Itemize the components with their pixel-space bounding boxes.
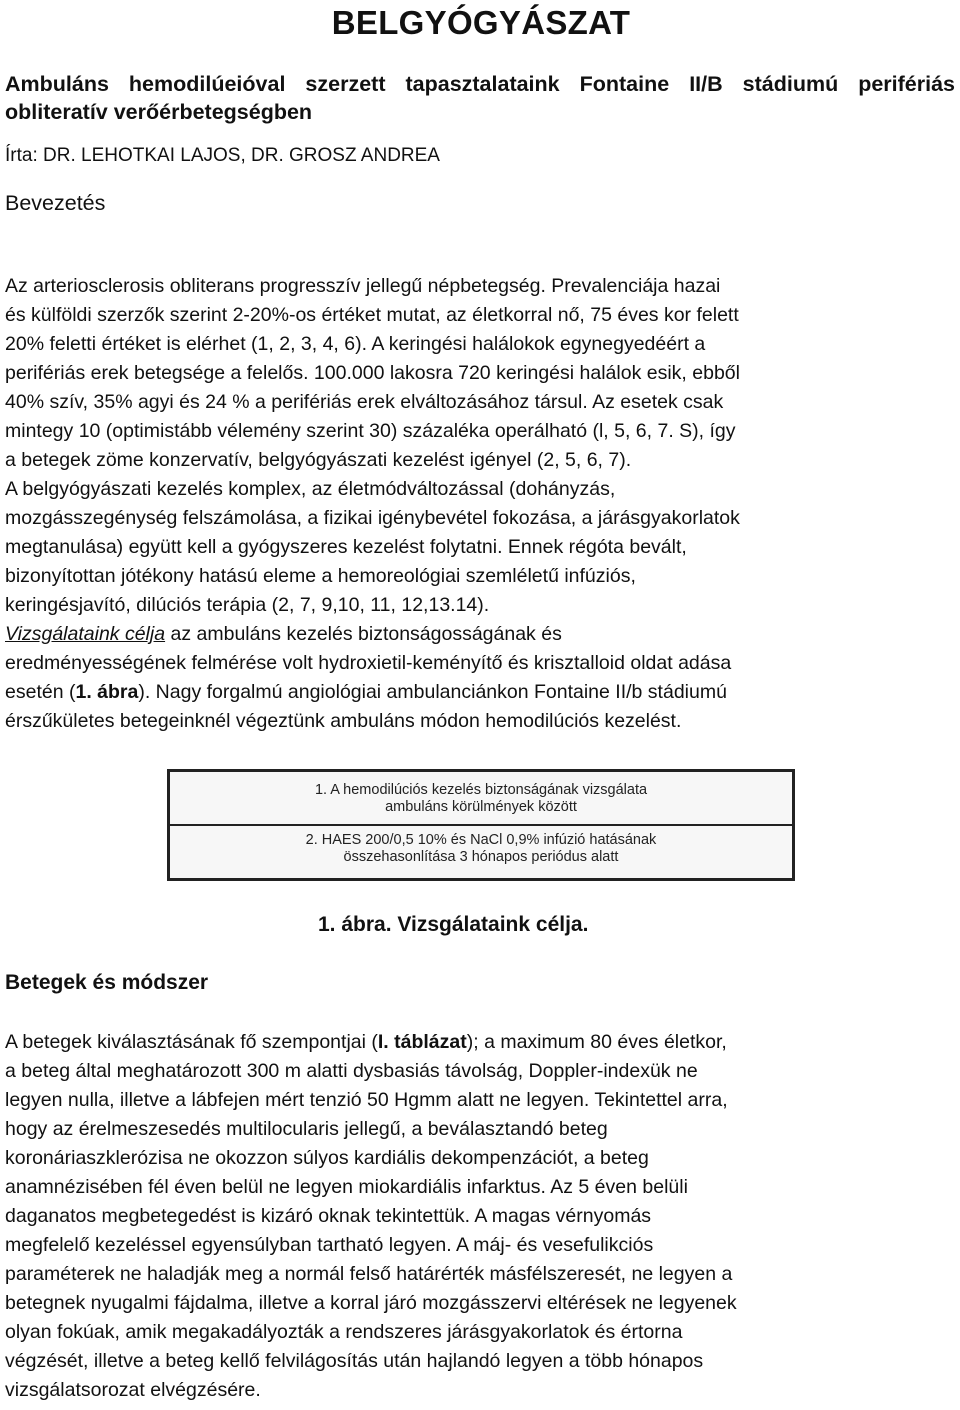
- text-line: vizsgálatsorozat elvégzésére.: [5, 1379, 261, 1401]
- text-line: olyan fokúak, amik megakadályozták a rendszeres járásgyakorlatok és értorna: [5, 1321, 683, 1343]
- text-span: ); a maximum 80 éves életkor,: [466, 1031, 727, 1053]
- figure-text: 1. A hemodilúciós kezelés biztonságának vizsgálata: [314, 782, 648, 798]
- figure-caption: 1. ábra. Vizsgálataink célja.: [318, 913, 589, 936]
- text-line: a betegek zöme konzervatív, belgyógyászati kezelést igényel (2, 5, 6, 7).: [5, 449, 632, 471]
- text-line: A belgyógyászati kezelés komplex, az életmódváltozással (dohányzás,: [5, 478, 616, 500]
- text-line: végzését, illetve a beteg kellő felvilágosítás után hajlandó legyen a több hónapos: [5, 1350, 704, 1372]
- text-span: az ambuláns kezelés biztonságosságának és: [165, 623, 562, 645]
- figure-box: [167, 769, 795, 881]
- text-line: [5, 1028, 955, 1057]
- text-line: hogy az érelmeszesedés multilocularis jellegű, a beválasztandó beteg: [5, 1118, 608, 1140]
- text-line: 20% feletti értéket is elérhet (1, 2, 3, 4, 6). A keringési halálokok egynegyedéért a: [5, 333, 706, 355]
- methods-paragraph: [5, 1028, 955, 1405]
- text-line: legyen nulla, illetve a lábfejen mért tenzió 50 Hgmm alatt ne legyen. Tekintettel arra,: [5, 1089, 728, 1111]
- text-line: anamnézisében fél éven belül ne legyen miokardiális infarktus. Az 5 éven belüli: [5, 1176, 688, 1198]
- article-title: Ambuláns hemodilúeióval szerzett tapasztalataink Fontaine II/B stádiumú perifériás obliteratív verőérbetegségben: [5, 72, 955, 124]
- text-line: [5, 678, 955, 707]
- text-line: perifériás erek betegsége a felelős. 100.000 lakosra 720 keringési halálok esik, ebből: [5, 362, 740, 384]
- text-line: betegnek nyugalmi fájdalma, illetve a korral járó mozgásszervi eltérések ne legyenek: [5, 1292, 737, 1314]
- figure-item-1: [170, 782, 792, 816]
- document-page: [5, 0, 957, 217]
- text-line: koronáriaszklerózisa ne okozzon súlyos kardiális dekompenzációt, a beteg: [5, 1147, 649, 1169]
- intro-paragraph-1: [5, 272, 955, 475]
- intro-paragraph-2: [5, 475, 955, 620]
- text-line: érszűkületes betegeinknél végeztünk ambuláns módon hemodilúciós kezelést.: [5, 710, 682, 732]
- figure-item-2: [170, 832, 792, 866]
- text-line: paraméterek ne haladják meg a normál felső határérték másfélszeresét, ne legyen a: [5, 1263, 733, 1285]
- text-span: A betegek kiválasztásának fő szempontjai (: [5, 1031, 378, 1053]
- text-line: bizonyítottan jótékony hatású eleme a hemoreológiai szemléletű infúziós,: [5, 565, 636, 587]
- text-line: [5, 620, 955, 649]
- text-line: megfelelő kezeléssel egyensúlyban tartható legyen. A máj- és vesefulikciós: [5, 1234, 654, 1256]
- authors-line: Írta: DR. LEHOTKAI LAJOS, DR. GROSZ ANDREA: [5, 145, 440, 166]
- text-line: és külföldi szerzők szerint 2-20%-os értéket mutat, az életkorral nő, 75 éves kor felett: [5, 304, 739, 326]
- aim-emphasis: Vizsgálataink célja: [5, 623, 166, 645]
- text-line: mozgásszegénység felszámolása, a fizikai igénybevétel fokozása, a járásgyakorlatok: [5, 507, 740, 529]
- figure-text: összehasonlítása 3 hónapos periódus alatt: [343, 849, 619, 865]
- intro-body: [5, 272, 955, 736]
- text-span: ). Nagy forgalmú angiológiai ambulanciánkon Fontaine II/b stádiumú: [138, 681, 727, 703]
- page-title: BELGYÓGYÁSZAT: [331, 4, 631, 41]
- intro-paragraph-3: [5, 620, 955, 736]
- figure-reference: 1. ábra: [75, 681, 139, 703]
- text-line: mintegy 10 (optimistább vélemény szerint 30) százaléka operálható (l, 5, 6, 7. S), így: [5, 420, 736, 442]
- figure-text: 2. HAES 200/0,5 10% és NaCl 0,9% infúzió hatásának: [305, 832, 657, 848]
- text-span: esetén (: [5, 681, 76, 703]
- text-line: 40% szív, 35% agyi és 24 % a perifériás erek elváltozásához társul. Az esetek csak: [5, 391, 724, 413]
- intro-heading: Bevezetés: [5, 191, 106, 215]
- methods-heading: Betegek és módszer: [5, 971, 209, 994]
- figure-divider: [170, 824, 792, 826]
- text-line: keringésjavító, dilúciós terápia (2, 7, 9,10, 11, 12,13.14).: [5, 594, 490, 616]
- text-line: Az arteriosclerosis obliterans progresszív jellegű népbetegség. Prevalenciája hazai: [5, 275, 721, 297]
- table-reference: I. táblázat: [377, 1031, 467, 1053]
- text-line: megtanulása) együtt kell a gyógyszeres kezelést folytatni. Ennek régóta bevált,: [5, 536, 687, 558]
- text-line: eredményességének felmérése volt hydroxietil-keményítő és krisztalloid oldat adása: [5, 652, 732, 674]
- figure-text: ambuláns körülmények között: [385, 799, 577, 815]
- text-line: daganatos megbetegedést is kizáró oknak tekintettük. A magas vérnyomás: [5, 1205, 652, 1227]
- text-line: a beteg által meghatározott 300 m alatti dysbasiás távolság, Doppler-indexük ne: [5, 1060, 698, 1082]
